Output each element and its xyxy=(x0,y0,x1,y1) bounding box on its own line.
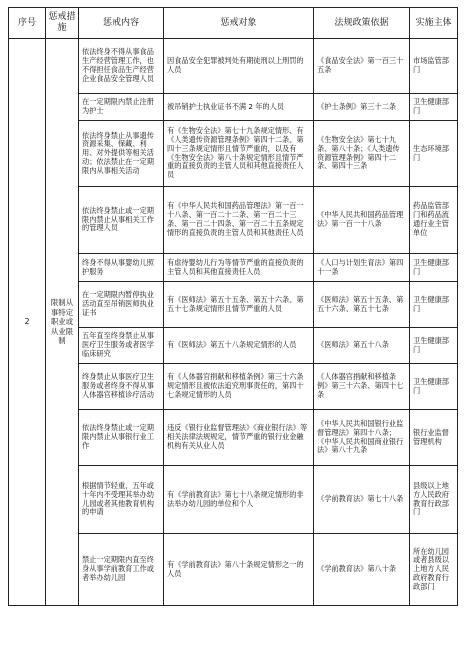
header-law: 法规政策依据 xyxy=(314,8,410,39)
content-cell: 根据情节轻重，五年或十年内不受理其举办幼儿园或者其他教育机构的申请 xyxy=(79,466,164,534)
agency-cell: 卫生健康部门 xyxy=(410,364,458,410)
content-cell: 终身禁止从事医疗卫生服务或者终身不得从事人体器官移植诊疗活动 xyxy=(79,364,164,410)
law-cell: 《中华人民共和国银行业监督管理法》第四十八条；《中华人民共和国商业银行法》第八十九条 xyxy=(314,410,410,466)
group-measure-cell: 限制从事特定职业或从业限制 xyxy=(46,39,79,606)
document-page xyxy=(8,7,457,606)
agency-cell: 卫生健康部门 xyxy=(410,254,458,282)
target-cell: 有《医师法》第五十五条、第五十六条、第五十七条规定情形且情节严重的人员 xyxy=(164,282,314,328)
agency-cell: 卫生健康部门 xyxy=(410,328,458,364)
law-cell: 《人口与计划生育法》第四十一条 xyxy=(314,254,410,282)
agency-cell: 卫生健康部门 xyxy=(410,282,458,328)
content-cell: 依法终身禁止或一定期限内禁止从事相关工作的管理人员 xyxy=(79,187,164,254)
table-row xyxy=(9,39,458,94)
header-seq: 序号 xyxy=(9,8,46,39)
header-target: 惩戒对象 xyxy=(164,8,314,39)
group-seq-cell: 2 xyxy=(9,39,46,606)
law-cell: 《生物安全法》第七十九条、第八十条；《人类遗传资源管理条例》第四十二条、第四十三条 xyxy=(314,121,410,187)
law-cell: 《食品安全法》第一百三十五条 xyxy=(314,39,410,94)
law-cell: 《护士条例》第三十二条 xyxy=(314,94,410,121)
content-cell: 依法终身禁止从事遗传资源采集、保藏、利用、对外提供等相关活动；依法禁止在一定期限内从事相关活动 xyxy=(79,121,164,187)
law-cell: 《学前教育法》第八十条 xyxy=(314,534,410,606)
agency-cell: 药品监管部门和药品流通行业主管单位 xyxy=(410,187,458,254)
content-cell: 终身不得从事婴幼儿照护服务 xyxy=(79,254,164,282)
table-header-row xyxy=(9,8,458,39)
content-cell: 在一定期限内暂停执业活动直至吊销医师执业证书 xyxy=(79,282,164,328)
content-cell: 依法终身禁止或一定期限内禁止从事银行业工作 xyxy=(79,410,164,466)
header-measure: 惩戒措施 xyxy=(46,8,79,39)
agency-cell: 县级以上地方人民政府教育行政部门 xyxy=(410,466,458,534)
target-cell: 有《学前教育法》第八十条规定情形之一的人员 xyxy=(164,534,314,606)
target-cell: 有《学前教育法》第七十八条规定情形的非法举办幼儿园的单位和个人 xyxy=(164,466,314,534)
agency-cell: 市场监管部门 xyxy=(410,39,458,94)
law-cell: 《人体器官捐献和移植条例》第三十六条、第四十七条 xyxy=(314,364,410,410)
agency-cell: 银行业监督管理机构 xyxy=(410,410,458,466)
target-cell: 被吊销护士执业证书不满 2 年的人员 xyxy=(164,94,314,121)
target-cell: 有《人体器官捐献和移植条例》第三十六条规定情形且被依法追究刑事责任的，第四十七条规定情形的人员 xyxy=(164,364,314,410)
agency-cell: 所在幼儿园或者县级以上地方人民政府教育行政部门 xyxy=(410,534,458,606)
law-cell: 《医师法》第五十八条 xyxy=(314,328,410,364)
content-cell: 依法终身不得从事食品生产经营管理工作，也不得担任食品生产经营企业食品安全管理人员 xyxy=(79,39,164,94)
agency-cell: 生态环境部门 xyxy=(410,121,458,187)
law-cell: 《医师法》第五十五条、第五十六条、第五十七条 xyxy=(314,282,410,328)
agency-cell: 卫生健康部门 xyxy=(410,94,458,121)
target-cell: 因食品安全犯罪被判处有期徒刑以上刑罚的人员 xyxy=(164,39,314,94)
law-cell: 《学前教育法》第七十八条 xyxy=(314,466,410,534)
header-agency: 实施主体 xyxy=(410,8,458,39)
target-cell: 有《中华人民共和国药品管理法》第一百一十八条、第一百二十二条、第一百二十三条、第一百二十四条、第一百二十五条规定情形的直接负责的主管人员和其他责任人员 xyxy=(164,187,314,254)
target-cell: 违反《银行业监督管理法》《商业银行法》等相关法律法规规定，情节严重的银行业金融机构有关从业人员 xyxy=(164,410,314,466)
content-cell: 在一定期限内禁止注册为护士 xyxy=(79,94,164,121)
target-cell: 有《医师法》第五十八条规定情形的人员 xyxy=(164,328,314,364)
law-cell: 《中华人民共和国药品管理法》第一百一十八条 xyxy=(314,187,410,254)
target-cell: 有虐待婴幼儿行为等情节严重的直接负责的主管人员和其他直接责任人员 xyxy=(164,254,314,282)
punishment-measures-table xyxy=(8,7,458,606)
header-content: 惩戒内容 xyxy=(79,8,164,39)
target-cell: 有《生物安全法》第七十九条规定情形、有《人类遗传资源管理条例》第四十二条、第四十三条规定情形且情节严重的，以及有《生物安全法》第八十条规定情形且情节严重的直接负责的主管人员和其他直接责任人员 xyxy=(164,121,314,187)
content-cell: 五年直至终身禁止从事医疗卫生服务或者医学临床研究 xyxy=(79,328,164,364)
content-cell: 禁止一定期限内直至终身从事学前教育工作或者举办幼儿园 xyxy=(79,534,164,606)
